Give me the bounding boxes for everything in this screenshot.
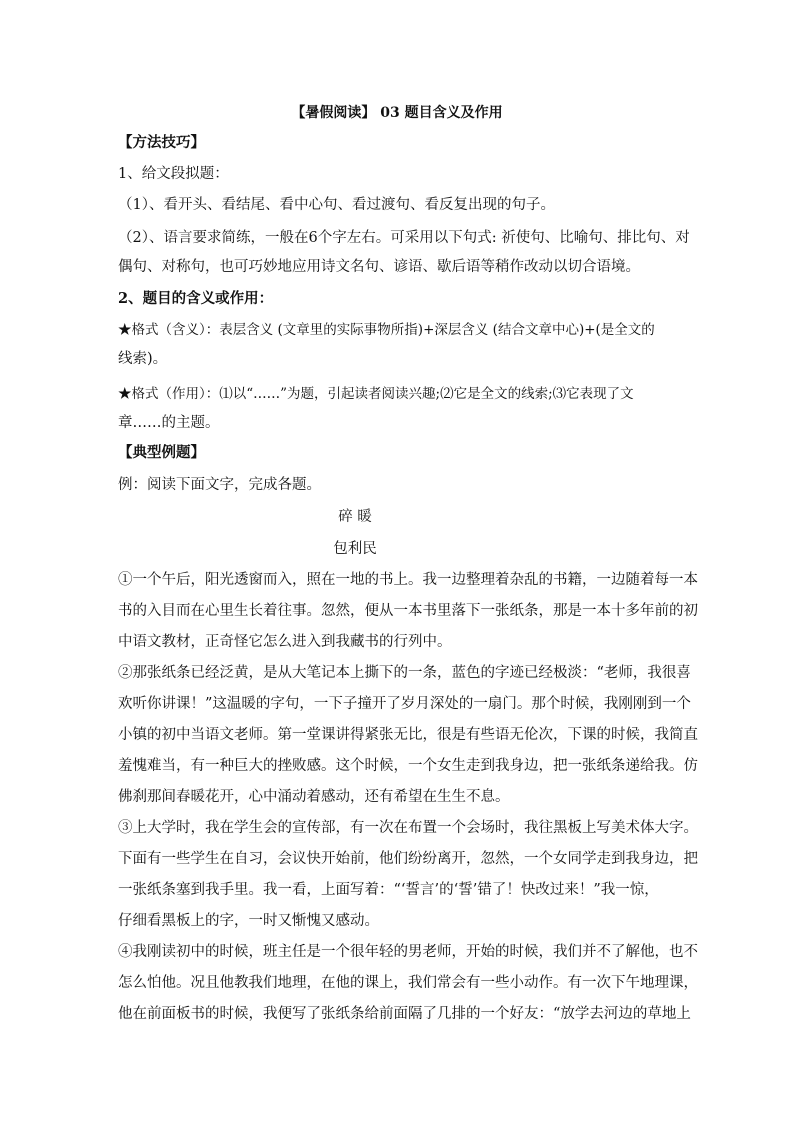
- paragraph-3-line2: 下面有一些学生在自习，会议快开始前，他们纷纷离开，忽然，一个女同学走到我身边，把: [118, 851, 698, 867]
- format2-line2: 章……的主题。: [118, 415, 220, 431]
- paragraph-3-line1: ③上大学时，我在学生会的宣传部，有一次在布置一个会场时，我往黑板上写美术体大字。: [118, 820, 698, 836]
- paragraph-1-line3: 中语文教材，正奇怪它怎么进入到我藏书的行列中。: [118, 634, 452, 650]
- paragraph-4-line3: 他在前面板书的时候，我便写了张纸条给前面隔了几排的一个好友：“放学去河边的草地上: [118, 1006, 691, 1022]
- format1-line2: 线索)。: [118, 351, 168, 367]
- paragraph-1-line1: ①一个午后，阳光透窗而入，照在一地的书上。我一边整理着杂乱的书籍，一边随着每一本: [118, 572, 698, 588]
- paragraph-3-line4: 仔细看黑板上的字，一时又惭愧又感动。: [118, 913, 379, 929]
- paragraph-4-line1: ④我刚读初中的时候，班主任是一个很年轻的男老师，开始的时候，我们并不了解他，也不: [118, 944, 698, 960]
- section-heading-method: 【方法技巧】: [118, 134, 205, 151]
- item1-b-line1: （2）、语言要求简练，一般在6个字左右。可采用以下句式: 祈使句、比喻句、排比句、对: [118, 230, 690, 246]
- paragraph-2-line5: 佛刹那间春暖花开，心中涌动着感动，还有希望在生生不息。: [118, 789, 510, 805]
- example-intro: 例：阅读下面文字，完成各题。: [118, 477, 321, 493]
- paragraph-2-line1: ②那张纸条已经泛黄，是从大笔记本上撕下的一条，蓝色的字迹已经极淡：“老师，我很喜: [118, 665, 691, 681]
- paragraph-2-line2: 欢听你讲课！”这温暖的字句，一下子撞开了岁月深处的一扇门。那个时候，我刚刚到一个: [118, 696, 691, 712]
- item1-b-line2: 偶句、对称句，也可巧妙地应用诗文名句、谚语、歇后语等稍作改动以切合语境。: [118, 259, 640, 275]
- format2-line1: ★格式（作用）：⑴以“……”为题，引起读者阅读兴趣;⑵它是全文的线索;⑶它表现了文: [118, 386, 634, 402]
- item1-heading: 1、给文段拟题：: [118, 166, 229, 182]
- format1-line1: ★格式（含义）：表层含义 (文章里的实际事物所指)+深层含义 (结合文章中心)+(是全文的: [118, 322, 655, 338]
- item2-heading: 2、题目的含义或作用：: [118, 290, 274, 307]
- section-heading-example: 【典型例题】: [118, 444, 205, 461]
- article-title: 碎 暖: [338, 509, 372, 525]
- paragraph-2-line3: 小镇的初中当语文老师。第一堂课讲得紧张无比，很是有些语无伦次，下课的时候，我简直: [118, 727, 698, 743]
- article-author: 包利民: [333, 541, 377, 557]
- paragraph-3-line3: 一张纸条塞到我手里。我一看，上面写着：“‘誓言’的‘誓’错了！快改过来！”我一惊，: [118, 882, 659, 898]
- item1-a: （1）、看开头、看结尾、看中心句、看过渡句、看反复出现的句子。: [118, 197, 555, 213]
- paragraph-4-line2: 怎么怕他。况且他教我们地理，在他的课上，我们常会有一些小动作。有一次下午地理课，: [118, 975, 698, 991]
- paragraph-1-line2: 书的入目而在心里生长着往事。忽然，便从一本书里落下一张纸条，那是一本十多年前的初: [118, 603, 698, 619]
- paragraph-2-line4: 羞愧难当，有一种巨大的挫败感。这个时候，一个女生走到我身边，把一张纸条递给我。仿: [118, 758, 698, 774]
- page-title: 【暑假阅读】 03 题目含义及作用: [291, 105, 503, 121]
